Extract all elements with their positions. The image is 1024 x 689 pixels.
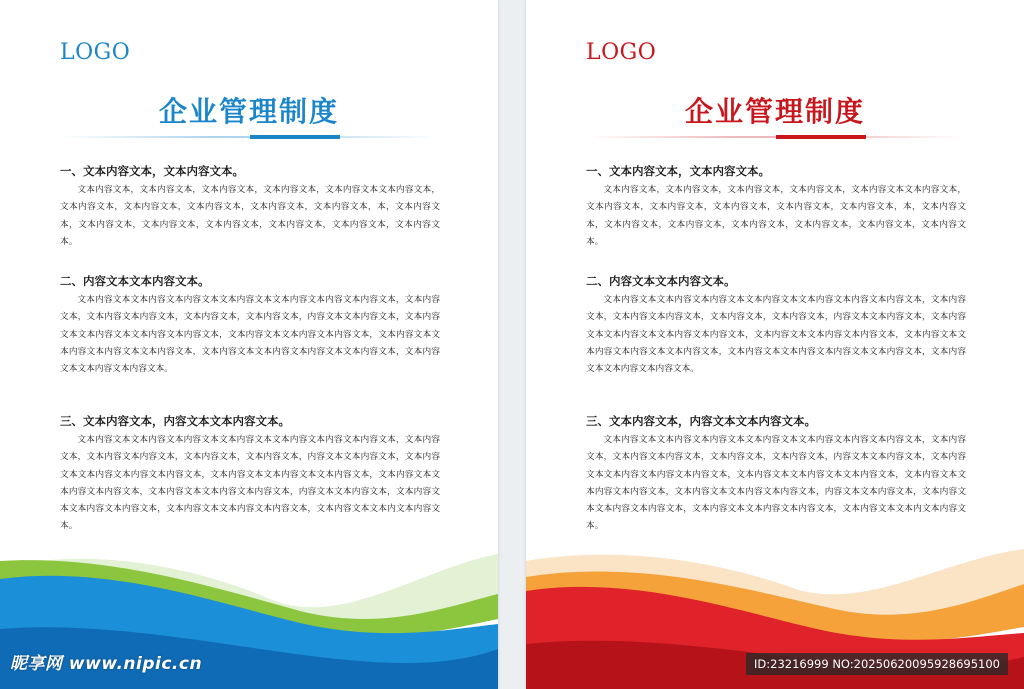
section-1: [60, 163, 440, 273]
section-body: 文本内容文本文本内容文本内容文本文本内容文本文本内容文本内容文本内容文本，文本内容文本，文本内容文本内容文本，文本内容文本，文本内容文本，内容文本文本内容文本，文本内容文本文本内容文本内容文本内容文本，文本内容文本文本内容文本文本内容文本，文本内容文本文本内容文本内容文本，文本内容文本文本内容文本内容文本，内容文本文本内容文本，文本内容文本文本内容文本内容文本，文本内容文本文本内容文本内容文本，文本内容文本文本内文本内容文本。: [586, 435, 966, 532]
watermark-text: 昵享网 www.nipic.cn: [10, 654, 203, 674]
section-body: 文本内容文本文本内容文本内容文本文本内容文本文本内容文本内容文本内容文本，文本内容文本，文本内容文本内容文本，文本内容文本，文本内容文本，内容文本文本内容文本，文本内容文本文本内容文本文本内容文本内容文本，文本内容文本文本内容文本内容文本，文本内容文本文本内容文本内容文本文本内容文本，文本内容文本文本内容文本内容文本文本内容文本，文本内容文本文本内容文本内容文本。: [586, 295, 966, 375]
title-divider: [586, 136, 964, 138]
section-body: 文本内容文本，文本内容文本，文本内容文本，文本内容文本，文本内容文本文本内容文本，文本内容文本，文本内容文本，文本内容文本，文本内容文本，文本内容文本，本，文本内容文本，文本内容文本，文本内容文本，文本内容文本，文本内容文本，文本内容文本，文本内容文本。: [586, 185, 966, 247]
section-2: [586, 273, 966, 413]
title-divider-accent: [250, 135, 340, 139]
section-body: 文本内容文本，文本内容文本，文本内容文本，文本内容文本，文本内容文本文本内容文本，文本内容文本，文本内容文本，文本内容文本，文本内容文本，文本内容文本，本，文本内容文本，文本内容文本，文本内容文本，文本内容文本，文本内容文本，文本内容文本，文本内容文本。: [60, 185, 440, 247]
section-heading: 一、文本内容文本，文本内容文本。: [586, 164, 770, 178]
logo-text: LOGO: [586, 40, 657, 65]
section-1: [586, 163, 966, 273]
section-2: [60, 273, 440, 413]
section-heading: 一、文本内容文本，文本内容文本。: [60, 164, 244, 178]
section-body: 文本内容文本文本内容文本内容文本文本内容文本文本内容文本内容文本内容文本，文本内容文本，文本内容文本内容文本，文本内容文本，文本内容文本，内容文本文本内容文本，文本内容文本文本内容文本内容文本内容文本，文本内容文本文本内容文本文本内容文本，文本内容文本文本内容文本内容文本，文本内容文本文本内容文本内容文本，内容文本文本内容文本，文本内容文本文本内容文本内容文本，文本内容文本文本内容文本内容文本，文本内容文本文本内文本内容文本。: [60, 435, 440, 532]
logo-text: LOGO: [60, 40, 131, 65]
page-title: 企业管理制度: [684, 95, 865, 128]
page-title: 企业管理制度: [158, 95, 339, 128]
section-heading: 三、文本内容文本，内容文本文本内容文本。: [586, 414, 816, 428]
image-id-strip: ID:23216999 NO:20250620095928695100: [746, 653, 1008, 675]
title-divider-accent: [776, 135, 866, 139]
content-area: [60, 163, 440, 536]
section-body: 文本内容文本文本内容文本内容文本文本内容文本文本内容文本内容文本内容文本，文本内容文本，文本内容文本内容文本，文本内容文本，文本内容文本，内容文本文本内容文本，文本内容文本文本内容文本文本内容文本内容文本，文本内容文本文本内容文本内容文本，文本内容文本文本内容文本内容文本文本内容文本，文本内容文本文本内容文本内容文本文本内容文本，文本内容文本文本内容文本内容文本。: [60, 295, 440, 375]
section-3: [586, 413, 966, 536]
section-heading: 二、内容文本文本内容文本。: [60, 274, 210, 288]
section-heading: 二、内容文本文本内容文本。: [586, 274, 736, 288]
section-heading: 三、文本内容文本，内容文本文本内容文本。: [60, 414, 290, 428]
poster-red: [526, 0, 1024, 689]
section-3: [60, 413, 440, 536]
poster-blue: [0, 0, 498, 689]
content-area: [586, 163, 966, 536]
title-divider: [60, 136, 438, 138]
